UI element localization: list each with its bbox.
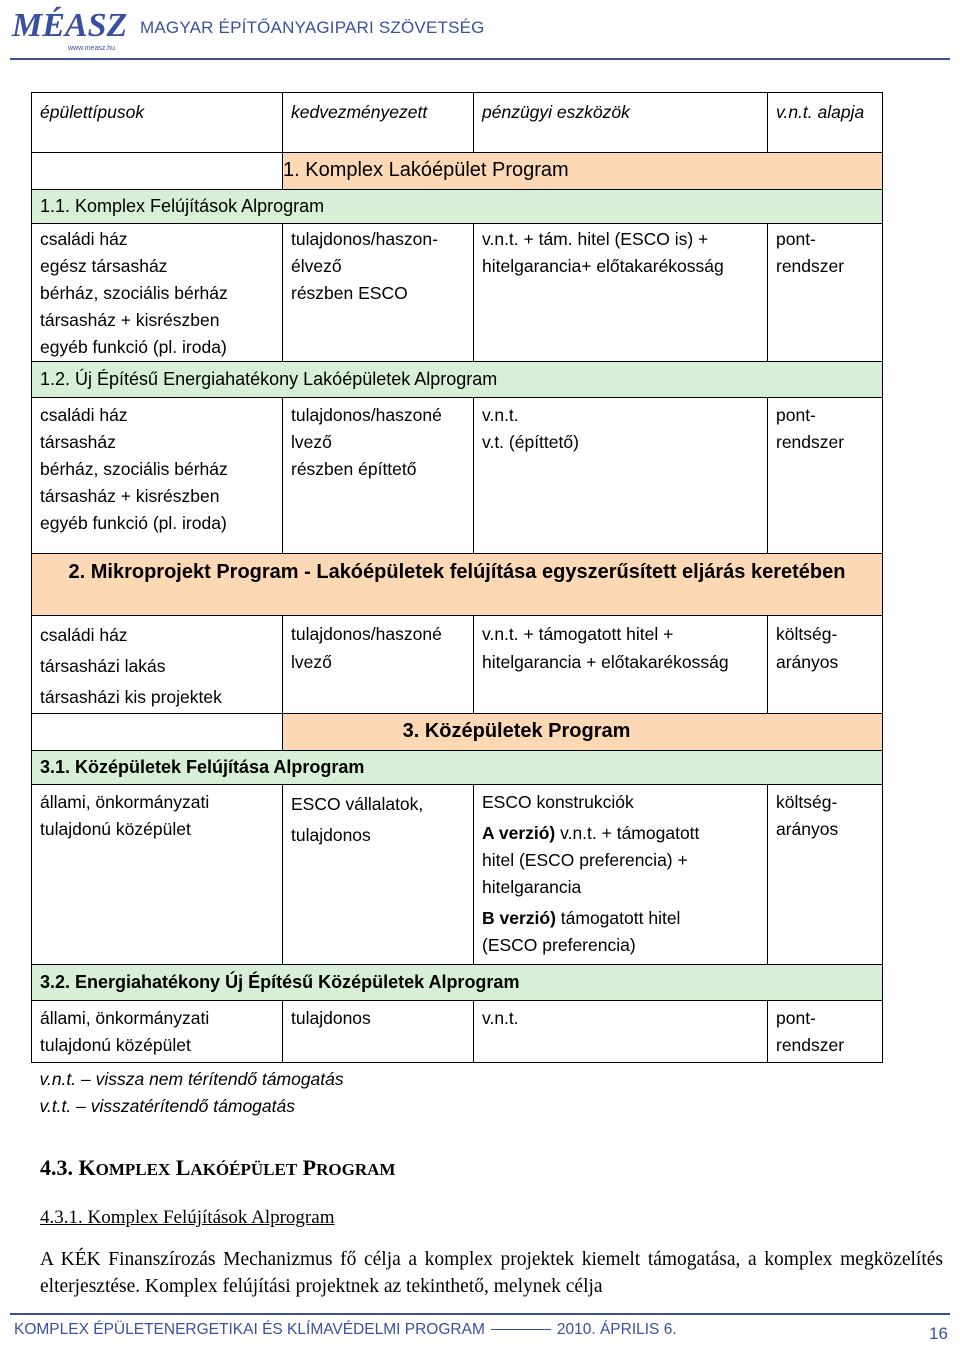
col-header-basis: v.n.t. alapja [768,93,883,153]
org-name: MAGYAR ÉPÍTŐANYAGIPARI SZÖVETSÉG [140,18,485,37]
prog2-title: 2. Mikroprojekt Program - Lakóépületek felújítása egyszerűsített eljárás keretében [32,554,883,616]
sub32-title: 3.2. Energiahatékony Új Építésű Középületek Alprogram [32,965,883,1001]
notes-row [32,1063,883,1121]
header-row [32,93,883,153]
sub31-types: állami, önkormányzati tulajdonú középület [32,785,283,965]
program-table [31,92,883,1121]
sub32-row [32,1001,883,1063]
sub31-beneficiary: ESCO vállalatok, tulajdonos [283,785,474,965]
sub11-title: 1.1. Komplex Felújítások Alprogram [32,190,883,224]
footer-text: KOMPLEX ÉPÜLETENERGETIKAI ÉS KLÍMAVÉDELMI PROGRAM 2010. ÁPRILIS 6. [14,1321,677,1338]
col-header-types: épülettípusok [32,93,283,153]
prog1-title-row [32,153,883,190]
sub31-row [32,785,883,965]
sub11-finance: v.n.t. + tám. hitel (ESCO is) + hitelgarancia+ előtakarékosság [474,224,768,362]
prog2-basis: költség- arányos [768,616,883,714]
sub12-title: 1.2. Új Építésű Energiahatékony Lakóépületek Alprogram [32,362,883,398]
section-heading-4-3-1: 4.3.1. Komplex Felújítások Alprogram [40,1207,335,1228]
col-header-finance: pénzügyi eszközök [474,93,768,153]
sub32-beneficiary: tulajdonos [283,1001,474,1063]
page-number: 16 [929,1324,948,1343]
footer-divider [10,1313,950,1315]
sub12-row [32,398,883,554]
sub12-title-row [32,362,883,398]
prog3-title-row [32,714,883,751]
sub11-types: családi ház egész társasház bérház, szociális bérház társasház + kisrészben egyéb funkció (pl. iroda) [32,224,283,362]
prog2-row [32,616,883,714]
sub11-title-row [32,190,883,224]
sub31-title-row [32,751,883,785]
sub12-types: családi ház társasház bérház, szociális bérház társasház + kisrészben egyéb funkció (pl. iroda) [32,398,283,554]
sub32-types: állami, önkormányzati tulajdonú középület [32,1001,283,1063]
sub31-title: 3.1. Középületek Felújítása Alprogram [32,751,883,785]
sub11-beneficiary: tulajdonos/haszon- élvező részben ESCO [283,224,474,362]
prog2-title-row [32,554,883,616]
body-paragraph: A KÉK Finanszírozás Mechanizmus fő célja a komplex projektek kiemelt támogatása, a komplex megközelítés elterjesztése. Komplex felújítási projektnek az tekinthető, melynek célja [40,1249,943,1297]
sub32-basis: pont- rendszer [768,1001,883,1063]
sub12-basis: pont- rendszer [768,398,883,554]
header-divider [10,58,950,60]
sub31-basis: költség- arányos [768,785,883,965]
prog2-finance: v.n.t. + támogatott hitel + hitelgarancia + előtakarékosság [474,616,768,714]
prog1-title: 1. Komplex Lakóépület Program [283,153,883,190]
measz-logo [10,4,130,52]
sub31-finance: ESCO konstrukciók A verzió) v.n.t. + támogatott hitel (ESCO preferencia) + hitelgarancia B verzió) támogatott hitel (ESCO preferencia) [474,785,768,965]
prog2-beneficiary: tulajdonos/haszoné lvező [283,616,474,714]
sub32-finance: v.n.t. [474,1001,768,1063]
prog2-types: családi ház társasházi lakás társasházi kis projektek [32,616,283,714]
col-header-beneficiary: kedvezményezett [283,93,474,153]
prog3-title: 3. Középületek Program [283,714,883,751]
sub11-basis: pont- rendszer [768,224,883,362]
svg-text:www.measz.hu: www.measz.hu [68,45,116,52]
section-heading-4-3: 4.3. KOMPLEX LAKÓÉPÜLET PROGRAM [40,1155,396,1180]
logo-lettering: MÉASZ [12,7,128,44]
sub12-beneficiary: tulajdonos/haszoné lvező részben építtető [283,398,474,554]
footer-dash [491,1329,551,1330]
sub12-finance: v.n.t. v.t. (építtető) [474,398,768,554]
sub32-title-row [32,965,883,1001]
legend-notes: v.n.t. – vissza nem térítendő támogatás v.t.t. – visszatérítendő támogatás [39,1069,344,1116]
sub11-row [32,224,883,362]
